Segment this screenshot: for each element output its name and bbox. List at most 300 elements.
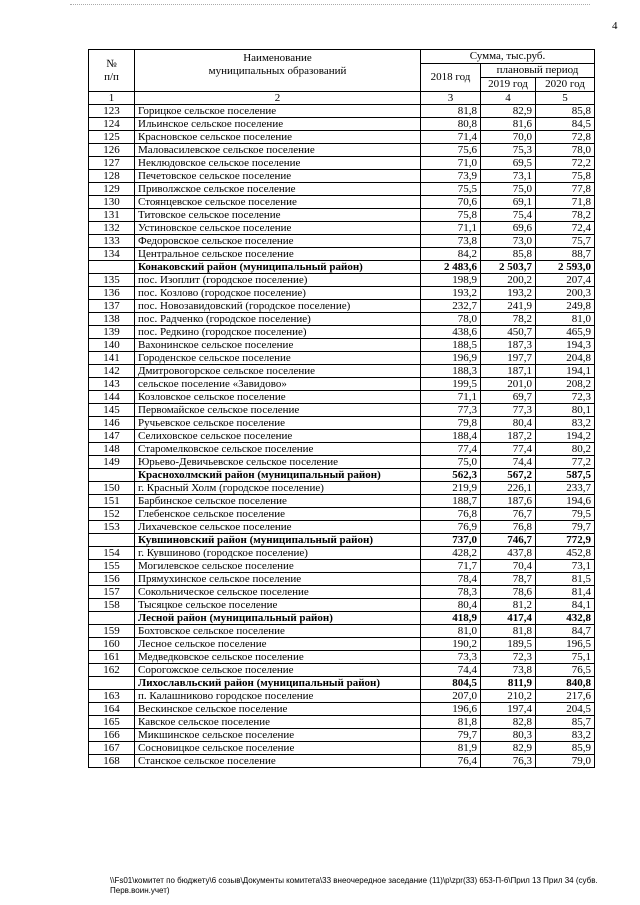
municipality-name: Станское сельское поселение (135, 755, 421, 768)
value-2018: 737,0 (421, 534, 481, 547)
value-2018: 78,4 (421, 573, 481, 586)
row-number: 125 (89, 131, 135, 144)
row-number: 147 (89, 430, 135, 443)
value-2019: 75,4 (481, 209, 536, 222)
value-2018: 81,8 (421, 105, 481, 118)
value-2019: 76,7 (481, 508, 536, 521)
value-2018: 78,3 (421, 586, 481, 599)
district-total-row (89, 612, 595, 625)
row-number: 157 (89, 586, 135, 599)
value-2020: 79,5 (536, 508, 595, 521)
municipality-name: Вахонинское сельское поселение (135, 339, 421, 352)
row-number: 137 (89, 300, 135, 313)
index-cell: 2 (135, 92, 421, 105)
value-2018: 74,4 (421, 664, 481, 677)
table-row (89, 339, 595, 352)
value-2020: 73,1 (536, 560, 595, 573)
value-2020: 432,8 (536, 612, 595, 625)
value-2018: 81,9 (421, 742, 481, 755)
value-2018: 81,0 (421, 625, 481, 638)
row-number: 130 (89, 196, 135, 209)
municipality-name: Устиновское сельское поселение (135, 222, 421, 235)
row-number: 143 (89, 378, 135, 391)
row-number: 165 (89, 716, 135, 729)
value-2018: 73,3 (421, 651, 481, 664)
value-2020: 194,3 (536, 339, 595, 352)
row-number (89, 534, 135, 547)
value-2020: 217,6 (536, 690, 595, 703)
value-2020: 77,8 (536, 183, 595, 196)
district-total-row (89, 261, 595, 274)
value-2018: 188,3 (421, 365, 481, 378)
value-2020: 200,3 (536, 287, 595, 300)
value-2020: 249,8 (536, 300, 595, 313)
row-number: 155 (89, 560, 135, 573)
municipality-name: Лихачевское сельское поселение (135, 521, 421, 534)
header-col-name (135, 50, 421, 92)
row-number: 163 (89, 690, 135, 703)
municipality-name: Титовское сельское поселение (135, 209, 421, 222)
value-2020: 840,8 (536, 677, 595, 690)
value-2020: 81,5 (536, 573, 595, 586)
value-2020: 84,5 (536, 118, 595, 131)
municipality-name: Стоянцевское сельское поселение (135, 196, 421, 209)
municipality-name: Красновское сельское поселение (135, 131, 421, 144)
municipality-name: Прямухинское сельское поселение (135, 573, 421, 586)
municipality-name: Барбинское сельское поселение (135, 495, 421, 508)
value-2019: 450,7 (481, 326, 536, 339)
value-2018: 75,6 (421, 144, 481, 157)
value-2020: 76,5 (536, 664, 595, 677)
index-row (89, 92, 595, 105)
value-2019: 69,6 (481, 222, 536, 235)
value-2018: 193,2 (421, 287, 481, 300)
value-2020: 80,1 (536, 404, 595, 417)
value-2018: 428,2 (421, 547, 481, 560)
municipality-name: Тысяцкое сельское поселение (135, 599, 421, 612)
value-2018: 219,9 (421, 482, 481, 495)
value-2019: 69,7 (481, 391, 536, 404)
value-2020: 452,8 (536, 547, 595, 560)
row-number: 133 (89, 235, 135, 248)
value-2019: 189,5 (481, 638, 536, 651)
value-2018: 198,9 (421, 274, 481, 287)
value-2019: 74,4 (481, 456, 536, 469)
value-2019: 81,6 (481, 118, 536, 131)
row-number: 142 (89, 365, 135, 378)
value-2018: 77,3 (421, 404, 481, 417)
value-2018: 562,3 (421, 469, 481, 482)
header-col-2019: 2019 год (481, 78, 536, 92)
municipality-name: Первомайское сельское поселение (135, 404, 421, 417)
value-2020: 72,4 (536, 222, 595, 235)
municipality-name: Ильинское сельское поселение (135, 118, 421, 131)
value-2018: 73,9 (421, 170, 481, 183)
table-row (89, 183, 595, 196)
row-number: 138 (89, 313, 135, 326)
value-2019: 187,6 (481, 495, 536, 508)
value-2020: 78,2 (536, 209, 595, 222)
table-row (89, 755, 595, 768)
value-2020: 75,8 (536, 170, 595, 183)
value-2019: 82,8 (481, 716, 536, 729)
row-number: 158 (89, 599, 135, 612)
municipality-name: п. Калашниково городское поселение (135, 690, 421, 703)
header-col-num (89, 50, 135, 92)
value-2018: 2 483,6 (421, 261, 481, 274)
row-number: 156 (89, 573, 135, 586)
table-row (89, 742, 595, 755)
value-2019: 73,8 (481, 664, 536, 677)
row-number: 127 (89, 157, 135, 170)
value-2019: 78,2 (481, 313, 536, 326)
municipality-name: Старомелковское сельское поселение (135, 443, 421, 456)
municipality-name: сельское поселение «Завидово» (135, 378, 421, 391)
table-row (89, 573, 595, 586)
value-2018: 73,8 (421, 235, 481, 248)
value-2019: 241,9 (481, 300, 536, 313)
value-2018: 190,2 (421, 638, 481, 651)
value-2020: 77,2 (536, 456, 595, 469)
table-row (89, 144, 595, 157)
row-number: 167 (89, 742, 135, 755)
value-2020: 2 593,0 (536, 261, 595, 274)
value-2019: 70,0 (481, 131, 536, 144)
municipality-name: Юрьево-Девичьевское сельское поселение (135, 456, 421, 469)
value-2019: 81,8 (481, 625, 536, 638)
value-2018: 199,5 (421, 378, 481, 391)
value-2019: 77,3 (481, 404, 536, 417)
table-row (89, 521, 595, 534)
value-2019: 80,4 (481, 417, 536, 430)
table-row (89, 430, 595, 443)
municipality-name: Конаковский район (муниципальный район) (135, 261, 421, 274)
row-number: 161 (89, 651, 135, 664)
municipality-name: пос. Изоплит (городское поселение) (135, 274, 421, 287)
value-2018: 418,9 (421, 612, 481, 625)
value-2020: 196,5 (536, 638, 595, 651)
municipality-name: Козловское сельское поселение (135, 391, 421, 404)
row-number: 124 (89, 118, 135, 131)
municipality-name: Горицкое сельское поселение (135, 105, 421, 118)
municipality-name: Городенское сельское поселение (135, 352, 421, 365)
row-number: 140 (89, 339, 135, 352)
value-2019: 80,3 (481, 729, 536, 742)
municipality-name: Сосновицкое сельское поселение (135, 742, 421, 755)
value-2020: 78,0 (536, 144, 595, 157)
value-2019: 197,4 (481, 703, 536, 716)
value-2019: 76,3 (481, 755, 536, 768)
table-row (89, 118, 595, 131)
value-2018: 71,4 (421, 131, 481, 144)
value-2018: 77,4 (421, 443, 481, 456)
value-2019: 811,9 (481, 677, 536, 690)
index-cell: 5 (536, 92, 595, 105)
row-number: 131 (89, 209, 135, 222)
value-2018: 232,7 (421, 300, 481, 313)
value-2020: 84,7 (536, 625, 595, 638)
value-2019: 85,8 (481, 248, 536, 261)
row-number: 154 (89, 547, 135, 560)
municipality-name: Центральное сельское поселение (135, 248, 421, 261)
table-row (89, 456, 595, 469)
value-2020: 80,2 (536, 443, 595, 456)
municipality-name: Ручьевское сельское поселение (135, 417, 421, 430)
value-2019: 187,1 (481, 365, 536, 378)
table-row (89, 105, 595, 118)
table-body (89, 50, 595, 768)
municipality-name: Селиховское сельское поселение (135, 430, 421, 443)
municipality-name: Лесной район (муниципальный район) (135, 612, 421, 625)
value-2019: 746,7 (481, 534, 536, 547)
value-2020: 79,7 (536, 521, 595, 534)
municipality-name: Вескинское сельское поселение (135, 703, 421, 716)
municipality-name: г. Красный Холм (городское поселение) (135, 482, 421, 495)
row-number: 166 (89, 729, 135, 742)
value-2019: 187,2 (481, 430, 536, 443)
municipality-name: Сокольническое сельское поселение (135, 586, 421, 599)
value-2018: 79,8 (421, 417, 481, 430)
district-total-row (89, 534, 595, 547)
header-col-name-text: Наименование муниципальных образований (208, 52, 347, 77)
value-2019: 69,1 (481, 196, 536, 209)
value-2020: 85,8 (536, 105, 595, 118)
value-2020: 194,6 (536, 495, 595, 508)
value-2019: 200,2 (481, 274, 536, 287)
row-number: 162 (89, 664, 135, 677)
value-2019: 201,0 (481, 378, 536, 391)
value-2020: 81,0 (536, 313, 595, 326)
value-2018: 188,5 (421, 339, 481, 352)
header-col-2020: 2020 год (536, 78, 595, 92)
row-number: 136 (89, 287, 135, 300)
municipality-name: Печетовское сельское поселение (135, 170, 421, 183)
value-2020: 72,8 (536, 131, 595, 144)
municipality-name: Кавское сельское поселение (135, 716, 421, 729)
row-number: 159 (89, 625, 135, 638)
value-2019: 78,7 (481, 573, 536, 586)
value-2019: 197,7 (481, 352, 536, 365)
value-2019: 69,5 (481, 157, 536, 170)
value-2020: 83,2 (536, 417, 595, 430)
header-col-2018: 2018 год (421, 64, 481, 92)
municipality-name: г. Кувшиново (городское поселение) (135, 547, 421, 560)
value-2019: 75,3 (481, 144, 536, 157)
value-2020: 208,2 (536, 378, 595, 391)
row-number: 146 (89, 417, 135, 430)
index-cell: 3 (421, 92, 481, 105)
value-2019: 210,2 (481, 690, 536, 703)
table-row (89, 222, 595, 235)
municipality-name: пос. Новозавидовский (городское поселение) (135, 300, 421, 313)
municipality-name: Неклюдовское сельское поселение (135, 157, 421, 170)
value-2018: 70,6 (421, 196, 481, 209)
value-2020: 772,9 (536, 534, 595, 547)
municipality-name: Сорогожское сельское поселение (135, 664, 421, 677)
value-2020: 194,2 (536, 430, 595, 443)
value-2019: 417,4 (481, 612, 536, 625)
municipality-name: Лихославльский район (муниципальный район) (135, 677, 421, 690)
table-row (89, 729, 595, 742)
row-number (89, 677, 135, 690)
table-row (89, 482, 595, 495)
table-row (89, 404, 595, 417)
value-2019: 76,8 (481, 521, 536, 534)
value-2018: 71,1 (421, 222, 481, 235)
municipality-name: Могилевское сельское поселение (135, 560, 421, 573)
row-number: 129 (89, 183, 135, 196)
index-cell: 1 (89, 92, 135, 105)
value-2018: 71,7 (421, 560, 481, 573)
table-row (89, 547, 595, 560)
value-2018: 71,1 (421, 391, 481, 404)
row-number: 148 (89, 443, 135, 456)
value-2020: 233,7 (536, 482, 595, 495)
district-total-row (89, 677, 595, 690)
value-2018: 804,5 (421, 677, 481, 690)
municipality-name: Федоровское сельское поселение (135, 235, 421, 248)
value-2020: 587,5 (536, 469, 595, 482)
table-row (89, 560, 595, 573)
table-row (89, 378, 595, 391)
table-row (89, 235, 595, 248)
table-row (89, 586, 595, 599)
municipality-name: Маловасилевское сельское поселение (135, 144, 421, 157)
value-2018: 84,2 (421, 248, 481, 261)
table-row (89, 131, 595, 144)
table-row (89, 365, 595, 378)
value-2020: 85,7 (536, 716, 595, 729)
file-path-footer: \\Fs01\комитет по бюджету\6 созыв\Документы комитета\33 внеочередное заседание (11)\р\zpr(33) 653-П-6\Прил 13 Прил 34 (субв. Перв.воин.учет) (110, 876, 598, 895)
row-number: 128 (89, 170, 135, 183)
table-row (89, 274, 595, 287)
row-number: 145 (89, 404, 135, 417)
header-col-num-text: № п/п (104, 57, 119, 83)
value-2019: 82,9 (481, 742, 536, 755)
value-2019: 70,4 (481, 560, 536, 573)
value-2018: 80,8 (421, 118, 481, 131)
row-number (89, 261, 135, 274)
value-2019: 73,0 (481, 235, 536, 248)
row-number: 135 (89, 274, 135, 287)
municipality-name: Микшинское сельское поселение (135, 729, 421, 742)
row-number: 126 (89, 144, 135, 157)
value-2019: 567,2 (481, 469, 536, 482)
row-number (89, 469, 135, 482)
table-row (89, 300, 595, 313)
value-2019: 77,4 (481, 443, 536, 456)
value-2018: 75,0 (421, 456, 481, 469)
value-2019: 2 503,7 (481, 261, 536, 274)
value-2020: 204,5 (536, 703, 595, 716)
value-2020: 84,1 (536, 599, 595, 612)
row-number: 141 (89, 352, 135, 365)
table-row (89, 638, 595, 651)
table-row (89, 326, 595, 339)
table-row (89, 287, 595, 300)
row-number: 160 (89, 638, 135, 651)
value-2020: 88,7 (536, 248, 595, 261)
value-2018: 81,8 (421, 716, 481, 729)
municipality-name: пос. Радченко (городское поселение) (135, 313, 421, 326)
table-row (89, 508, 595, 521)
value-2019: 73,1 (481, 170, 536, 183)
row-number: 132 (89, 222, 135, 235)
row-number: 151 (89, 495, 135, 508)
municipality-name: Краснохолмский район (муниципальный район) (135, 469, 421, 482)
row-number: 123 (89, 105, 135, 118)
value-2020: 204,8 (536, 352, 595, 365)
value-2020: 79,0 (536, 755, 595, 768)
value-2018: 76,9 (421, 521, 481, 534)
value-2020: 85,9 (536, 742, 595, 755)
value-2019: 193,2 (481, 287, 536, 300)
value-2019: 82,9 (481, 105, 536, 118)
municipality-name: Лесное сельское поселение (135, 638, 421, 651)
municipality-name: Кувшиновский район (муниципальный район) (135, 534, 421, 547)
row-number: 139 (89, 326, 135, 339)
table-row (89, 664, 595, 677)
table-row (89, 391, 595, 404)
header-col-sum: Сумма, тыс.руб. (421, 50, 595, 64)
table-row (89, 599, 595, 612)
page-number: 4 (612, 20, 618, 32)
table-row (89, 443, 595, 456)
row-number: 134 (89, 248, 135, 261)
row-number: 168 (89, 755, 135, 768)
table-row (89, 716, 595, 729)
value-2020: 72,2 (536, 157, 595, 170)
value-2020: 71,8 (536, 196, 595, 209)
district-total-row (89, 469, 595, 482)
value-2019: 437,8 (481, 547, 536, 560)
table-row (89, 625, 595, 638)
index-cell: 4 (481, 92, 536, 105)
table-row (89, 703, 595, 716)
table-row (89, 209, 595, 222)
row-number: 164 (89, 703, 135, 716)
table-row (89, 690, 595, 703)
row-number (89, 612, 135, 625)
value-2020: 75,7 (536, 235, 595, 248)
value-2020: 81,4 (536, 586, 595, 599)
table-row (89, 651, 595, 664)
value-2019: 78,6 (481, 586, 536, 599)
municipality-name: Дмитровогорское сельское поселение (135, 365, 421, 378)
table-row (89, 157, 595, 170)
row-number: 150 (89, 482, 135, 495)
value-2018: 79,7 (421, 729, 481, 742)
value-2018: 76,4 (421, 755, 481, 768)
table-row (89, 417, 595, 430)
value-2019: 226,1 (481, 482, 536, 495)
municipality-name: пос. Редкино (городское поселение) (135, 326, 421, 339)
header-row-1 (89, 50, 595, 64)
row-number: 149 (89, 456, 135, 469)
value-2018: 76,8 (421, 508, 481, 521)
value-2018: 78,0 (421, 313, 481, 326)
value-2018: 207,0 (421, 690, 481, 703)
value-2020: 194,1 (536, 365, 595, 378)
value-2019: 72,3 (481, 651, 536, 664)
value-2020: 75,1 (536, 651, 595, 664)
row-number: 152 (89, 508, 135, 521)
scan-top-edge (70, 4, 590, 5)
table-row (89, 313, 595, 326)
value-2018: 188,4 (421, 430, 481, 443)
table-row (89, 170, 595, 183)
value-2018: 188,7 (421, 495, 481, 508)
